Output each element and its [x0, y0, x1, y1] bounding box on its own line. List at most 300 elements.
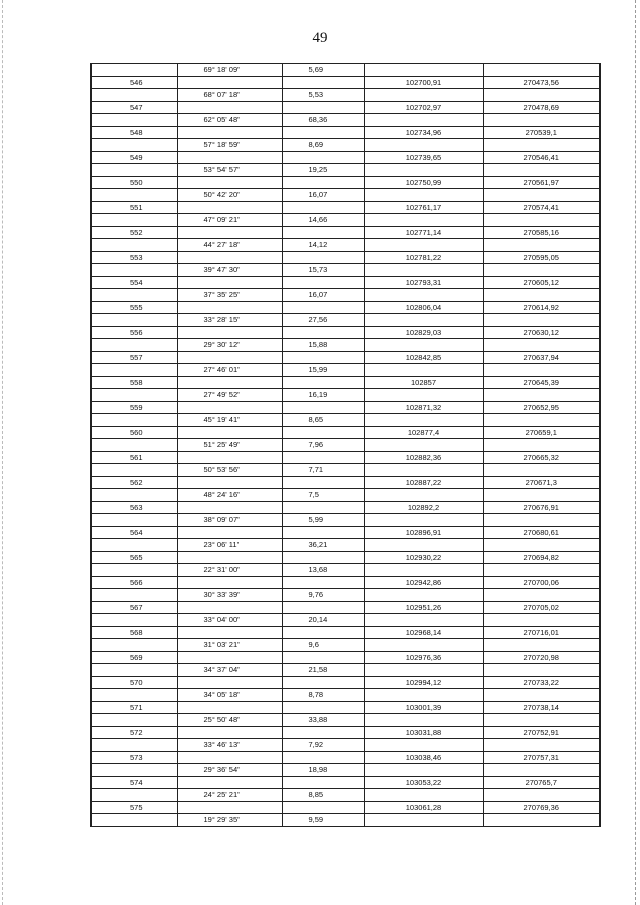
segment-row: [91, 314, 600, 327]
empty-cell: [177, 451, 282, 464]
segment-row: [91, 289, 600, 302]
segment-row: [91, 439, 600, 452]
point-number: 568: [91, 626, 177, 639]
coordinate-x: 102734,96: [364, 126, 483, 139]
segment-row: [91, 389, 600, 402]
coordinate-x: 102882,36: [364, 451, 483, 464]
coordinate-x: 102896,91: [364, 526, 483, 539]
point-row: [91, 651, 600, 664]
empty-cell: [483, 314, 600, 327]
empty-cell: [282, 776, 364, 789]
empty-cell: [282, 401, 364, 414]
empty-cell: [282, 326, 364, 339]
empty-cell: [483, 589, 600, 602]
empty-cell: [364, 139, 483, 152]
empty-cell: [364, 764, 483, 777]
direction-angle: 69° 18' 09": [177, 64, 282, 77]
coordinate-y: 270694,82: [483, 551, 600, 564]
empty-cell: [483, 64, 600, 77]
segment-row: [91, 589, 600, 602]
coordinate-x: 102781,22: [364, 251, 483, 264]
segment-length: 15,73: [282, 264, 364, 277]
direction-angle: 53° 54' 57": [177, 164, 282, 177]
segment-row: [91, 489, 600, 502]
segment-length: 8,65: [282, 414, 364, 427]
point-number: 556: [91, 326, 177, 339]
point-row: [91, 176, 600, 189]
segment-length: 14,66: [282, 214, 364, 227]
empty-cell: [177, 776, 282, 789]
coordinate-x: 103031,88: [364, 726, 483, 739]
coordinate-x: 102968,14: [364, 626, 483, 639]
empty-cell: [282, 76, 364, 89]
empty-cell: [91, 289, 177, 302]
segment-row: [91, 189, 600, 202]
coordinate-x: 102994,12: [364, 676, 483, 689]
coordinate-x: 103061,28: [364, 801, 483, 814]
point-row: [91, 201, 600, 214]
segment-row: [91, 264, 600, 277]
segment-row: [91, 689, 600, 702]
empty-cell: [91, 614, 177, 627]
direction-angle: 57° 18' 59": [177, 139, 282, 152]
coordinate-y: 270645,39: [483, 376, 600, 389]
coordinate-y: 270637,94: [483, 351, 600, 364]
empty-cell: [364, 289, 483, 302]
segment-length: 33,88: [282, 714, 364, 727]
coordinate-x: 102892,2: [364, 501, 483, 514]
empty-cell: [177, 476, 282, 489]
coordinates-table-body: [91, 64, 600, 827]
point-number: 554: [91, 276, 177, 289]
point-number: 552: [91, 226, 177, 239]
empty-cell: [177, 351, 282, 364]
empty-cell: [364, 814, 483, 827]
empty-cell: [91, 314, 177, 327]
point-row: [91, 701, 600, 714]
empty-cell: [282, 176, 364, 189]
empty-cell: [282, 376, 364, 389]
segment-length: 27,56: [282, 314, 364, 327]
direction-angle: 33° 28' 15": [177, 314, 282, 327]
empty-cell: [483, 714, 600, 727]
empty-cell: [364, 714, 483, 727]
empty-cell: [282, 276, 364, 289]
empty-cell: [483, 564, 600, 577]
point-number: 563: [91, 501, 177, 514]
empty-cell: [177, 576, 282, 589]
empty-cell: [364, 589, 483, 602]
coordinate-x: 102887,22: [364, 476, 483, 489]
coordinate-y: 270473,56: [483, 76, 600, 89]
segment-row: [91, 539, 600, 552]
empty-cell: [483, 664, 600, 677]
scan-edge-right: [635, 0, 636, 905]
empty-cell: [483, 689, 600, 702]
segment-length: 8,78: [282, 689, 364, 702]
page-number: 49: [312, 30, 328, 46]
point-number: 565: [91, 551, 177, 564]
direction-angle: 44° 27' 18": [177, 239, 282, 252]
point-row: [91, 251, 600, 264]
coordinate-y: 270595,05: [483, 251, 600, 264]
point-row: [91, 501, 600, 514]
segment-row: [91, 239, 600, 252]
empty-cell: [282, 601, 364, 614]
point-number: 569: [91, 651, 177, 664]
point-row: [91, 351, 600, 364]
empty-cell: [282, 576, 364, 589]
direction-angle: 34° 05' 18": [177, 689, 282, 702]
coordinate-y: 270605,12: [483, 276, 600, 289]
coordinate-y: 270700,06: [483, 576, 600, 589]
empty-cell: [364, 689, 483, 702]
segment-row: [91, 814, 600, 827]
empty-cell: [282, 351, 364, 364]
point-number: 555: [91, 301, 177, 314]
empty-cell: [483, 139, 600, 152]
empty-cell: [282, 426, 364, 439]
empty-cell: [364, 339, 483, 352]
coordinate-x: 102806,04: [364, 301, 483, 314]
direction-angle: 23° 06' 11": [177, 539, 282, 552]
point-row: [91, 401, 600, 414]
empty-cell: [177, 601, 282, 614]
scan-edge-left: [2, 0, 3, 905]
coordinate-y: 270561,97: [483, 176, 600, 189]
point-number: 572: [91, 726, 177, 739]
point-row: [91, 801, 600, 814]
empty-cell: [483, 739, 600, 752]
coordinate-x: 102857: [364, 376, 483, 389]
empty-cell: [483, 439, 600, 452]
point-number: 546: [91, 76, 177, 89]
segment-row: [91, 214, 600, 227]
direction-angle: 62° 05' 48": [177, 114, 282, 127]
empty-cell: [177, 626, 282, 639]
point-row: [91, 551, 600, 564]
point-row: [91, 376, 600, 389]
segment-row: [91, 364, 600, 377]
segment-row: [91, 714, 600, 727]
point-row: [91, 451, 600, 464]
empty-cell: [91, 714, 177, 727]
empty-cell: [91, 64, 177, 77]
empty-cell: [91, 589, 177, 602]
coordinate-x: 102976,36: [364, 651, 483, 664]
segment-length: 7,92: [282, 739, 364, 752]
empty-cell: [91, 439, 177, 452]
empty-cell: [177, 426, 282, 439]
empty-cell: [483, 414, 600, 427]
segment-length: 14,12: [282, 239, 364, 252]
empty-cell: [282, 726, 364, 739]
segment-length: 15,88: [282, 339, 364, 352]
empty-cell: [364, 314, 483, 327]
empty-cell: [91, 414, 177, 427]
empty-cell: [177, 101, 282, 114]
segment-length: 13,68: [282, 564, 364, 577]
segment-length: 21,58: [282, 664, 364, 677]
empty-cell: [282, 151, 364, 164]
direction-angle: 24° 25' 21": [177, 789, 282, 802]
empty-cell: [91, 239, 177, 252]
segment-length: 20,14: [282, 614, 364, 627]
point-number: 550: [91, 176, 177, 189]
coordinate-x: 102750,99: [364, 176, 483, 189]
segment-length: 5,69: [282, 64, 364, 77]
coordinate-y: 270733,22: [483, 676, 600, 689]
point-row: [91, 76, 600, 89]
coordinate-x: 102930,22: [364, 551, 483, 564]
point-number: 549: [91, 151, 177, 164]
coordinate-y: 270630,12: [483, 326, 600, 339]
empty-cell: [364, 439, 483, 452]
empty-cell: [177, 376, 282, 389]
empty-cell: [364, 114, 483, 127]
segment-row: [91, 164, 600, 177]
empty-cell: [177, 651, 282, 664]
empty-cell: [282, 476, 364, 489]
point-number: 567: [91, 601, 177, 614]
empty-cell: [364, 739, 483, 752]
point-row: [91, 126, 600, 139]
point-number: 560: [91, 426, 177, 439]
segment-row: [91, 139, 600, 152]
point-number: 548: [91, 126, 177, 139]
direction-angle: 34° 37' 04": [177, 664, 282, 677]
coordinate-y: 270752,91: [483, 726, 600, 739]
point-number: 564: [91, 526, 177, 539]
point-row: [91, 276, 600, 289]
direction-angle: 33° 04' 00": [177, 614, 282, 627]
empty-cell: [91, 539, 177, 552]
point-row: [91, 151, 600, 164]
empty-cell: [91, 264, 177, 277]
coordinate-y: 270676,91: [483, 501, 600, 514]
empty-cell: [282, 201, 364, 214]
coordinate-x: 102702,97: [364, 101, 483, 114]
empty-cell: [91, 514, 177, 527]
empty-cell: [282, 676, 364, 689]
point-number: 571: [91, 701, 177, 714]
segment-length: 16,07: [282, 289, 364, 302]
direction-angle: 27° 46' 01": [177, 364, 282, 377]
empty-cell: [364, 214, 483, 227]
coordinate-y: 270539,1: [483, 126, 600, 139]
segment-row: [91, 764, 600, 777]
segment-length: 5,99: [282, 514, 364, 527]
direction-angle: 38° 09' 07": [177, 514, 282, 527]
point-row: [91, 301, 600, 314]
empty-cell: [177, 801, 282, 814]
empty-cell: [483, 814, 600, 827]
coordinate-y: 270757,31: [483, 751, 600, 764]
empty-cell: [91, 189, 177, 202]
empty-cell: [483, 89, 600, 102]
direction-angle: 19° 29' 35": [177, 814, 282, 827]
empty-cell: [177, 251, 282, 264]
coordinate-y: 270614,92: [483, 301, 600, 314]
segment-length: 18,98: [282, 764, 364, 777]
point-number: 559: [91, 401, 177, 414]
empty-cell: [91, 389, 177, 402]
empty-cell: [282, 501, 364, 514]
coordinate-x: 103001,39: [364, 701, 483, 714]
point-row: [91, 726, 600, 739]
coordinate-y: 270659,1: [483, 426, 600, 439]
segment-length: 68,36: [282, 114, 364, 127]
empty-cell: [364, 414, 483, 427]
coordinate-y: 270738,14: [483, 701, 600, 714]
empty-cell: [177, 276, 282, 289]
empty-cell: [177, 151, 282, 164]
empty-cell: [364, 564, 483, 577]
empty-cell: [364, 164, 483, 177]
segment-row: [91, 414, 600, 427]
segment-row: [91, 739, 600, 752]
coordinate-x: 102871,32: [364, 401, 483, 414]
segment-length: 7,71: [282, 464, 364, 477]
direction-angle: 29° 30' 12": [177, 339, 282, 352]
segment-row: [91, 789, 600, 802]
empty-cell: [282, 651, 364, 664]
segment-length: 8,69: [282, 139, 364, 152]
segment-length: 7,96: [282, 439, 364, 452]
direction-angle: 27° 49' 52": [177, 389, 282, 402]
point-row: [91, 476, 600, 489]
empty-cell: [364, 464, 483, 477]
empty-cell: [483, 539, 600, 552]
empty-cell: [483, 489, 600, 502]
point-number: 562: [91, 476, 177, 489]
empty-cell: [91, 664, 177, 677]
empty-cell: [364, 514, 483, 527]
empty-cell: [483, 364, 600, 377]
segment-length: 19,25: [282, 164, 364, 177]
segment-row: [91, 664, 600, 677]
empty-cell: [282, 451, 364, 464]
direction-angle: 30° 33' 39": [177, 589, 282, 602]
point-row: [91, 576, 600, 589]
empty-cell: [483, 114, 600, 127]
direction-angle: 50° 42' 20": [177, 189, 282, 202]
empty-cell: [282, 551, 364, 564]
coordinate-y: 270652,95: [483, 401, 600, 414]
point-number: 547: [91, 101, 177, 114]
empty-cell: [364, 639, 483, 652]
empty-cell: [483, 164, 600, 177]
coordinate-x: 102842,85: [364, 351, 483, 364]
point-row: [91, 426, 600, 439]
empty-cell: [282, 526, 364, 539]
empty-cell: [91, 89, 177, 102]
coordinate-y: 270665,32: [483, 451, 600, 464]
empty-cell: [91, 464, 177, 477]
segment-length: 16,07: [282, 189, 364, 202]
coordinate-x: 102771,14: [364, 226, 483, 239]
empty-cell: [91, 764, 177, 777]
empty-cell: [177, 526, 282, 539]
empty-cell: [483, 189, 600, 202]
empty-cell: [364, 539, 483, 552]
coordinate-x: 103053,22: [364, 776, 483, 789]
segment-row: [91, 514, 600, 527]
direction-angle: 37° 35' 25": [177, 289, 282, 302]
segment-length: 9,59: [282, 814, 364, 827]
empty-cell: [483, 764, 600, 777]
segment-length: 8,85: [282, 789, 364, 802]
empty-cell: [364, 389, 483, 402]
coordinate-x: 102793,31: [364, 276, 483, 289]
coordinates-table: [90, 63, 601, 827]
segment-row: [91, 614, 600, 627]
empty-cell: [364, 264, 483, 277]
segment-length: 36,21: [282, 539, 364, 552]
point-row: [91, 526, 600, 539]
empty-cell: [364, 64, 483, 77]
direction-angle: 39° 47' 30": [177, 264, 282, 277]
segment-length: 15,99: [282, 364, 364, 377]
segment-length: 9,76: [282, 589, 364, 602]
empty-cell: [91, 564, 177, 577]
empty-cell: [483, 214, 600, 227]
segment-row: [91, 339, 600, 352]
coordinate-y: 270585,16: [483, 226, 600, 239]
coordinate-x: 102942,86: [364, 576, 483, 589]
direction-angle: 25° 50' 48": [177, 714, 282, 727]
empty-cell: [91, 339, 177, 352]
empty-cell: [177, 301, 282, 314]
segment-row: [91, 64, 600, 77]
empty-cell: [177, 751, 282, 764]
segment-row: [91, 564, 600, 577]
segment-length: 5,53: [282, 89, 364, 102]
coordinate-x: 102739,65: [364, 151, 483, 164]
direction-angle: 50° 53' 56": [177, 464, 282, 477]
point-number: 557: [91, 351, 177, 364]
coordinate-x: 102761,17: [364, 201, 483, 214]
segment-length: 16,19: [282, 389, 364, 402]
segment-row: [91, 464, 600, 477]
empty-cell: [177, 126, 282, 139]
empty-cell: [282, 126, 364, 139]
empty-cell: [177, 676, 282, 689]
empty-cell: [91, 814, 177, 827]
point-number: 553: [91, 251, 177, 264]
segment-length: 7,5: [282, 489, 364, 502]
empty-cell: [177, 326, 282, 339]
empty-cell: [282, 301, 364, 314]
coordinate-y: 270705,02: [483, 601, 600, 614]
segment-row: [91, 639, 600, 652]
empty-cell: [91, 364, 177, 377]
empty-cell: [483, 639, 600, 652]
empty-cell: [91, 639, 177, 652]
coordinate-y: 270671,3: [483, 476, 600, 489]
empty-cell: [483, 239, 600, 252]
coordinate-x: 103038,46: [364, 751, 483, 764]
coordinate-x: 102951,26: [364, 601, 483, 614]
segment-row: [91, 114, 600, 127]
point-row: [91, 751, 600, 764]
segment-length: 9,6: [282, 639, 364, 652]
empty-cell: [282, 751, 364, 764]
point-number: 558: [91, 376, 177, 389]
empty-cell: [177, 551, 282, 564]
point-number: 561: [91, 451, 177, 464]
empty-cell: [91, 139, 177, 152]
